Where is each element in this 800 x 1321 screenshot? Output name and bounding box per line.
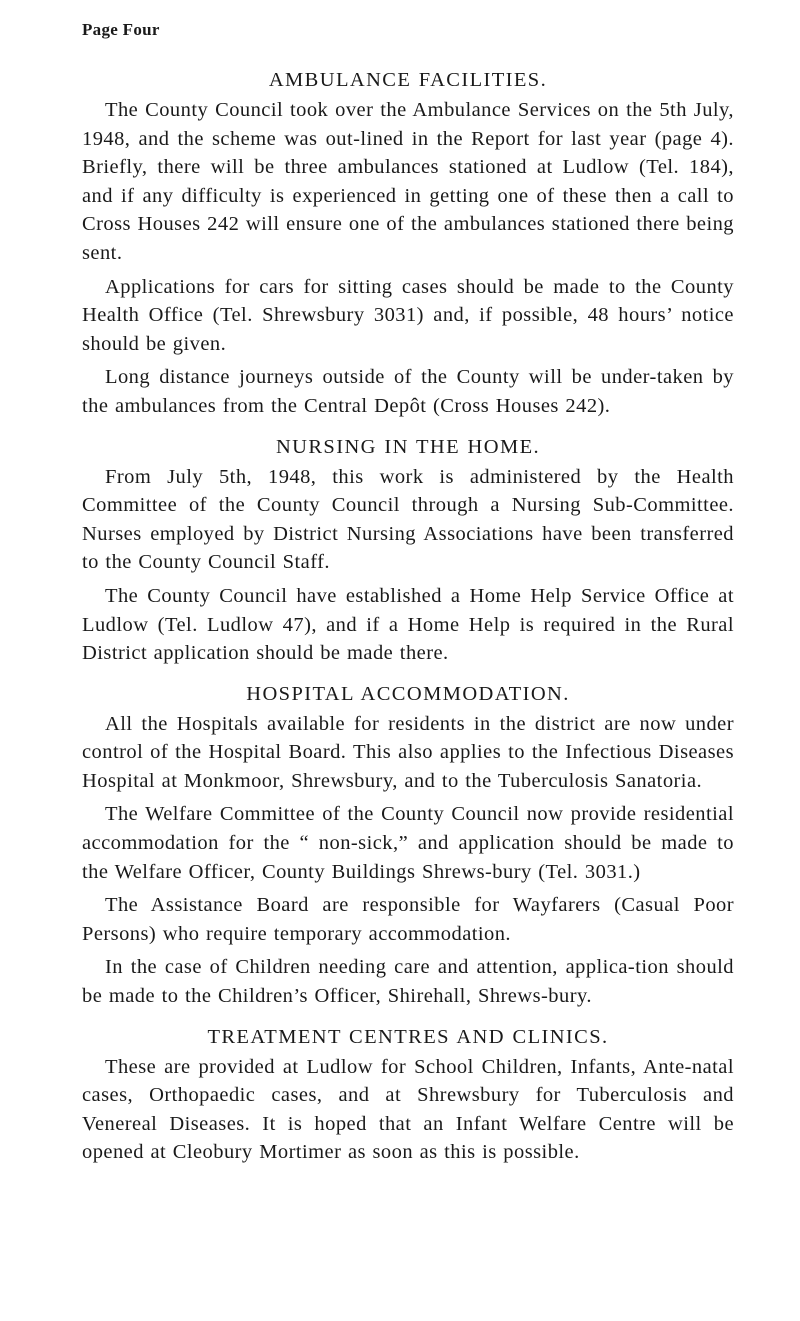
paragraph: These are provided at Ludlow for School Children, Infants, Ante-natal cases, Orthopaedic cases, and at Shrewsbury for Tuberculosis and Venereal Diseases. It is hoped that an Infant Welfare Centre will be opened at Cleobury Mortimer as soon as this is possible. (82, 1055, 734, 1164)
paragraph: All the Hospitals available for residents in the district are now under control of the Hospital Board. This also applies to the Infectious Diseases Hospital at Monkmoor, Shrewsbury, and to the Tuberculosis Sanatoria. (82, 712, 734, 792)
paragraph: The County Council took over the Ambulance Services on the 5th July, 1948, and the scheme was out-lined in the Report for last year (page 4). Briefly, there will be three ambulances stationed at Ludlow (Tel. 184), and if any difficulty is experienced in getting one of these then a call to Cross Houses 242 will ensure one of the ambulances stationed there being sent. (82, 99, 734, 264)
section-heading: HOSPITAL ACCOMMODATION. (246, 682, 570, 705)
document-body (82, 64, 734, 1177)
paragraph: The Assistance Board are responsible for Wayfarers (Casual Poor Persons) who require temporary accommodation. (82, 894, 734, 945)
section-heading: TREATMENT CENTRES AND CLINICS. (207, 1025, 609, 1048)
section-treatment-centres-and-clinics (82, 1021, 734, 1167)
paragraph: Applications for cars for sitting cases should be made to the County Health Office (Tel. Shrewsbury 3031) and, if possible, 48 hours’ notice should be given. (82, 275, 734, 355)
paragraph: Long distance journeys outside of the County will be under-taken by the ambulances from the Central Depôt (Cross Houses 242). (82, 366, 734, 417)
paragraph: The County Council have established a Home Help Service Office at Ludlow (Tel. Ludlow 47), and if a Home Help is required in the Rural District application should be made there. (82, 584, 734, 665)
paragraph: From July 5th, 1948, this work is administered by the Health Committee of the County Council through a Nursing Sub-Committee. Nurses employed by District Nursing Associations have been transferred to the County Council Staff. (82, 465, 734, 574)
section-nursing-in-the-home (82, 431, 734, 668)
section-heading: AMBULANCE FACILITIES. (268, 69, 548, 91)
paragraph: In the case of Children needing care and attention, applica-tion should be made to the Children’s Officer, Shirehall, Shrews-bury. (82, 956, 734, 1008)
section-heading: NURSING IN THE HOME. (275, 435, 541, 458)
section-hospital-accommodation (82, 678, 734, 1011)
page-number: Page Four (82, 20, 160, 39)
paragraph: The Welfare Committee of the County Council now provide residential accommodation for the “ non-sick,” and application should be made to the Welfare Officer, County Buildings Shrews-bury (Tel. 3031.) (82, 803, 734, 883)
section-ambulance-facilities (82, 64, 734, 421)
